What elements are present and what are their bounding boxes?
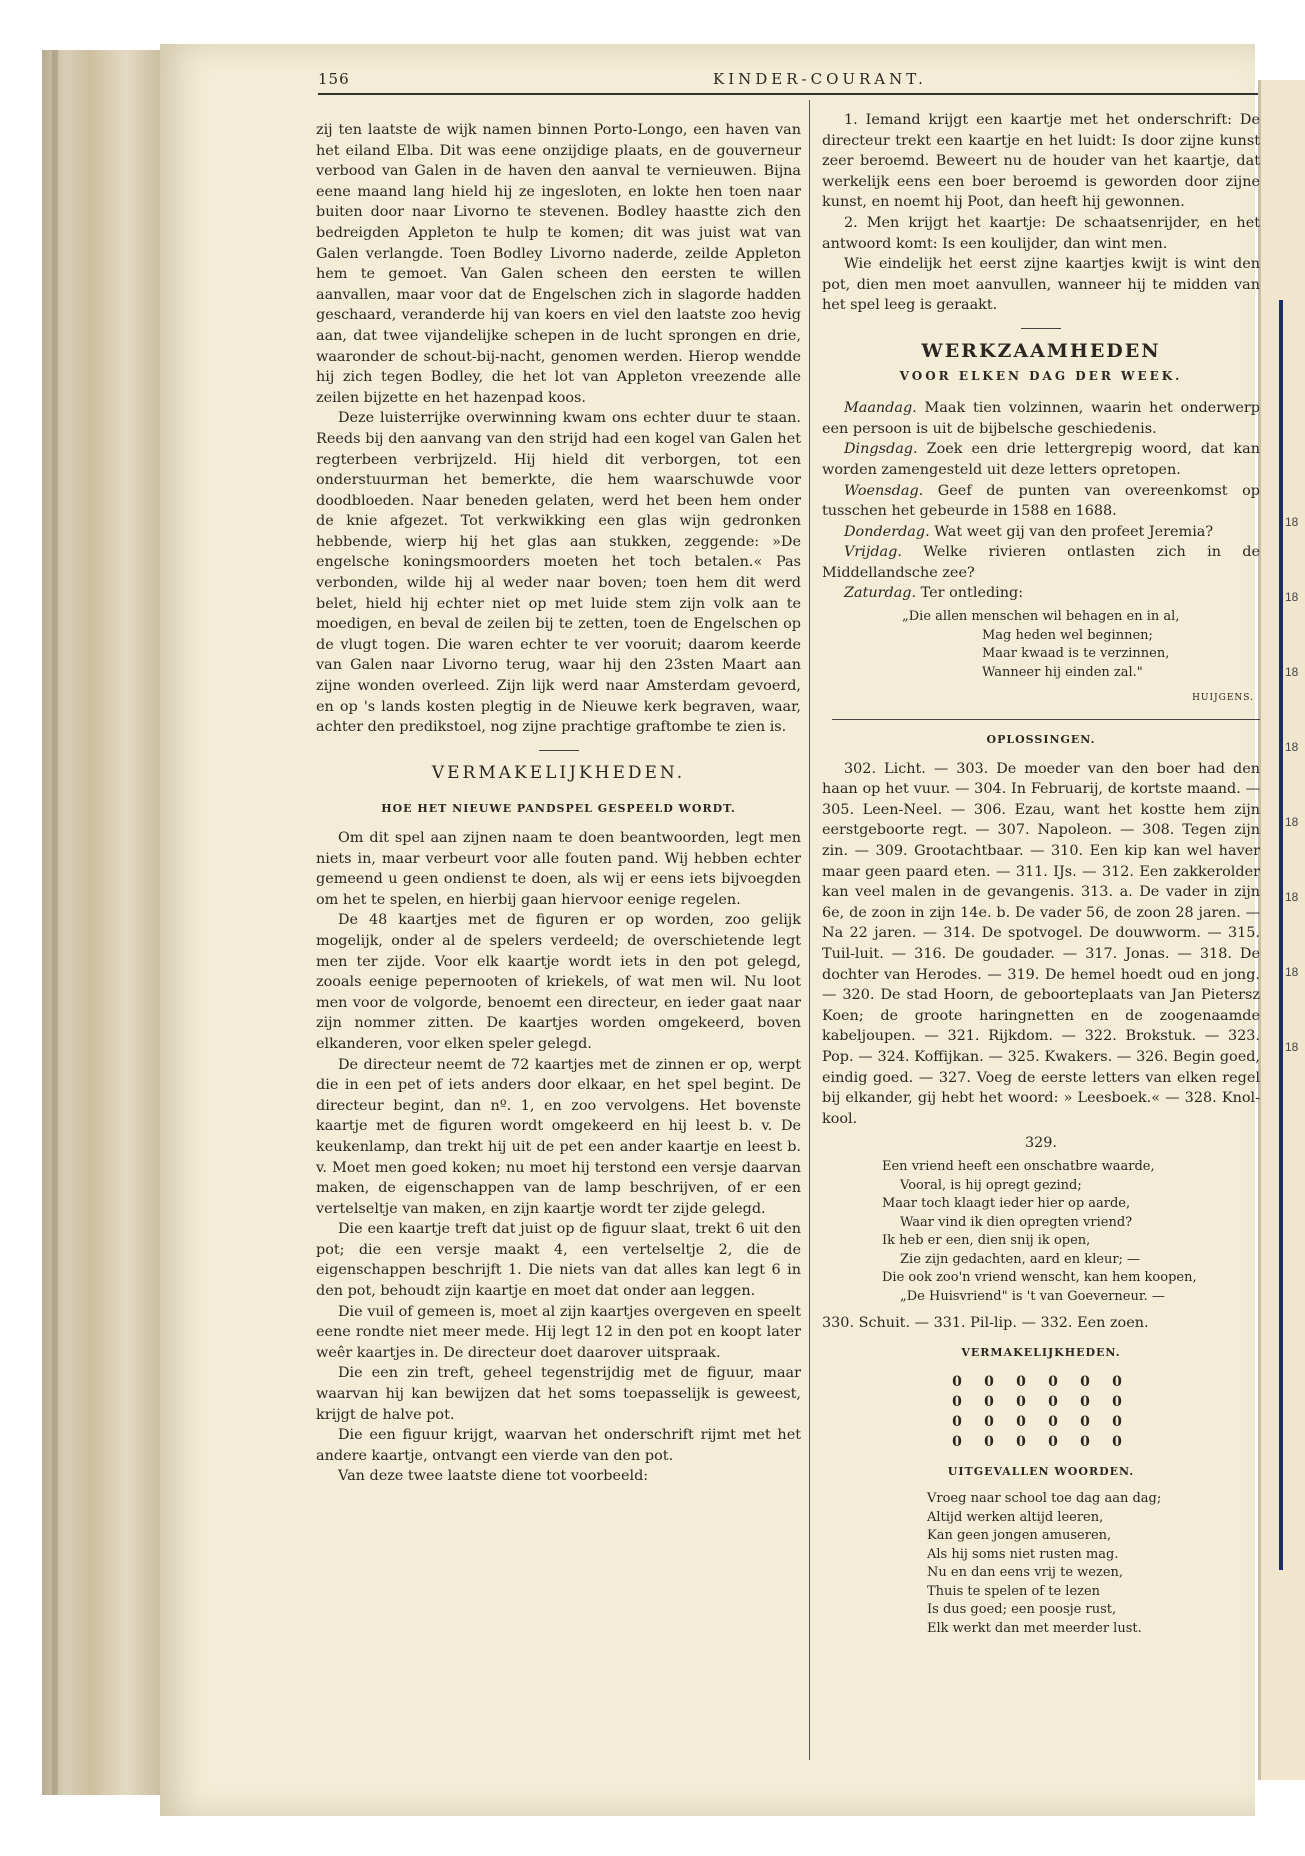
margin-mark: 18 <box>1285 515 1299 529</box>
day-label: Vrijdag. <box>844 544 902 561</box>
verse-signature: HUIJGENS. <box>1192 693 1254 704</box>
day-text: Maak tien volzinnen, waarin het onderwerp een persoon is uit de bijbelsche geschiedenis. <box>822 400 1261 437</box>
zero: 0 <box>984 1393 994 1410</box>
poem-line: Nu en dan eens vrij te wezen, <box>927 1565 1124 1581</box>
zero: 0 <box>1048 1413 1058 1430</box>
zero-row <box>941 1372 1141 1392</box>
zero: 0 <box>952 1433 962 1450</box>
zero-grid <box>941 1372 1141 1452</box>
poem-line: Waar vind ik dien opregten vriend? <box>900 1214 1133 1230</box>
zero: 0 <box>1048 1393 1058 1410</box>
paragraph: 1. Iemand krijgt een kaartje met het onderschrift: De directeur trekt een kaartje en het luidt: Is door zijne kunst zeer beroemd. Beweert nu de houder van het kaartje, dat werkelijk eens een boer beroemd is geworden door zijne kunst, en noemt hij Poot, dan heeft hij gewonnen. <box>822 112 1260 211</box>
day-task <box>822 522 1260 543</box>
uitgevallen-title: UITGEVALLEN WOORDEN. <box>947 1464 1135 1478</box>
paragraph: zij ten laatste de wijk namen binnen Porto-Longo, een haven van het eiland Elba. Dit was eene onzijdige plaats, en de gouverneur verbood van Galen in de haven den aanval te vernieuwen. Bijna eene maand lang hield hij ze ingesloten, en lokte hen toen naar buiten door naar Livorno te stevenen. Bodley haastte zich den bedreigden Appleton te hulp te komen; dit was juist wat van Galen verlangde. Toen Bodley Livorno naderde, zeilde Appleton hem te gemoet. Van Galen scheen den eersten te willen aanvallen, maar voor dat de Engelschen zich in slagorde hadden geschaard, veranderde hij van koers en viel den laatste zoo hevig aan, dat twee vijandelijke schepen in de lucht sprongen en drie, waaronder de schout-bij-nacht, genomen werden. Hierop wendde hij zich tegen Bodley, die het lot van Appleton vreezende alle zeilen bijzette en het hazenpad koos. <box>316 122 801 406</box>
poem-line: „De Huisvriend" is 't van Goeverneur. — <box>900 1289 1165 1305</box>
zero: 0 <box>1048 1373 1058 1390</box>
zero: 0 <box>1080 1393 1090 1410</box>
poem-line: Die ook zoo'n vriend wenscht, kan hem koopen, <box>882 1270 1197 1286</box>
verse-line: Wanneer hij einden zal." <box>982 664 1143 680</box>
column-divider <box>809 100 810 1760</box>
zero: 0 <box>1016 1393 1026 1410</box>
werkzaamheden-title: WERKZAAMHEDEN <box>921 339 1161 362</box>
paragraph: Deze luisterrijke overwinning kwam ons echter duur te staan. Reeds bij den aanvang van den strijd had een kogel van Galen het regterbeen verbrijzeld. Hij hield dit verborgen, tot een onderstuurman het bemerkte, die hem waarschuwde voor doodbloeden. Naar beneden gelaten, werd het been hem onder de knie afgezet. Tot verkwikking een glas wijn gedronken hebbende, wierp hij het glas aan stukken, zeggende: »De engelsche koningsmoorders moeten het toch betalen.« Pas verbonden, wilde hij al weder naar boven; toen hem dit werd belet, hield hij echter niet op met luide stem zijn volk aan te moedigen, en beval de zeilen bij te zetten, toen de Engelschen op de vlugt togen. Die waren echter te ver vooruit; daarom keerde van Galen naar Livorno terug, waar hij den 23sten Maart aan zijne wonden overleed. Zijn lijk werd naar Amsterdam gevoerd, en op 's lands kosten plegtig in de Nieuwe kerk begraven, waar, achter den predikstoel, nog zijne prachtige graftombe te zien is. <box>316 410 801 736</box>
margin-mark: 18 <box>1285 665 1299 679</box>
poem-line: Ik heb er een, dien snij ik open, <box>882 1233 1091 1249</box>
paragraph: 2. Men krijgt het kaartje: De schaatsenrijder, en het antwoord komt: Is een koulijder, dan wint men. <box>822 214 1260 252</box>
paragraph: De directeur neemt de 72 kaartjes met de zinnen er op, werpt die in een pet of iets anders door elkaar, en het spel begint. De directeur begint, dan nº. 1, en zoo vervolgens. Het bovenste kaartje met de figuren wordt omgekeerd en hij leest b. v. De keukenlamp, dan trekt hij uit de pet een ander kaartje en leest b. v. Moet men goed koken; nu moet hij terstond een versje daarvan maken, de eigenschappen van de lamp beschrijven, of er een vertelseltje van maken, en zijn kaartje wordt ter zijde gelegd. <box>316 1056 801 1217</box>
day-label: Zaturdag. <box>844 585 917 602</box>
paragraph: De 48 kaartjes met de figuren er op worden, zoo gelijk mogelijk, onder al de spelers verdeeld; de overschietende legt men ter zijde. Voor elk kaartje wordt iets in den pot gelegd, zooals eenige pepernooten of kriekels, of wat men wil. Nu loot men voor de volgorde, benoemt een directeur, en ieder gaat naar zijn nommer zitten. De kaartjes worden omgekeerd, boven elkanderen, voor elken speler gelegd. <box>316 912 801 1052</box>
poem-line: Als hij soms niet rusten mag. <box>927 1546 1119 1562</box>
margin-mark: 18 <box>1285 890 1299 904</box>
margin-mark: 18 <box>1285 740 1299 754</box>
ontleding-verse <box>902 608 1260 682</box>
zero-row <box>941 1412 1141 1432</box>
poem-line: Thuis te spelen of te lezen <box>927 1583 1101 1599</box>
zero: 0 <box>1080 1413 1090 1430</box>
day-task <box>822 398 1260 439</box>
section-divider <box>1021 328 1061 329</box>
day-text: Welke rivieren ontlasten zich in de Middellandsche zee? <box>822 544 1260 581</box>
zero-row <box>941 1392 1141 1412</box>
day-text: Ter ontleding: <box>920 585 1024 602</box>
section-title: VERMAKELIJKHEDEN. <box>431 762 686 783</box>
paragraph: Die een figuur krijgt, waarvan het onderschrift rijmt met het andere kaartje, ontvangt een vierde van den pot. <box>316 1427 801 1464</box>
journal-title: KINDER-COURANT. <box>713 70 927 88</box>
margin-mark: 18 <box>1285 965 1299 979</box>
zero: 0 <box>952 1373 962 1390</box>
section-subtitle: HOE HET NIEUWE PANDSPEL GESPEELD WORDT. <box>381 802 736 816</box>
verse-line: Maar kwaad is te verzinnen, <box>982 646 1170 662</box>
day-label: Dingsdag. <box>844 441 918 458</box>
right-column <box>822 110 1260 1638</box>
puzzle-number: 329. <box>1024 1135 1058 1152</box>
zero: 0 <box>1112 1373 1122 1390</box>
day-task <box>822 542 1260 583</box>
zero: 0 <box>1112 1433 1122 1450</box>
day-text: Zoek een drie lettergrepig woord, dat kan worden zamengesteld uit deze letters opretopen. <box>822 441 1260 478</box>
zero: 0 <box>1112 1393 1122 1410</box>
zero: 0 <box>1016 1413 1026 1430</box>
vermakelijkheden-title: VERMAKELIJKHEDEN. <box>961 1346 1121 1360</box>
margin-mark: 18 <box>1285 590 1299 604</box>
zero: 0 <box>984 1413 994 1430</box>
section-divider <box>539 750 579 751</box>
poem-line: Vooral, is hij opregt gezind; <box>900 1177 1082 1193</box>
zero: 0 <box>1016 1433 1026 1450</box>
zero: 0 <box>1048 1433 1058 1450</box>
section-rule <box>832 719 1260 720</box>
werkzaamheden-subtitle: VOOR ELKEN DAG DER WEEK. <box>899 368 1183 383</box>
zero: 0 <box>952 1413 962 1430</box>
day-text: Geef de punten van overeenkomst op tusschen het gebeurde in 1588 en 1688. <box>822 482 1261 520</box>
paragraph: Wie eindelijk het eerst zijne kaartjes kwijt is wint den pot, dien men moet aanvullen, wanneer hij te midden van het spel leeg is geraakt. <box>822 256 1260 314</box>
day-task <box>822 439 1260 480</box>
day-label: Maandag. <box>844 400 917 417</box>
paragraph: Die een kaartje treft dat juist op de figuur slaat, trekt 6 uit den pot; die een versje maakt 4, een vertelseltje 2, die de eigenschappen beschrijft 1. Die niets van dat alles kan legt 6 in den pot, behoudt zijn kaartje en moet dat onder aan leggen. <box>316 1221 801 1300</box>
margin-mark: 18 <box>1285 1040 1299 1054</box>
verse-line: Mag heden wel beginnen; <box>982 627 1153 643</box>
facing-page-border <box>1279 300 1283 1570</box>
paragraph: Die vuil of gemeen is, moet al zijn kaartjes overgeven en speelt eene rondte niet meer mede. Hij legt 12 in den pot en koopt later weêr kaartjes in. De directeur doet daarover uitspraak. <box>316 1303 801 1361</box>
paragraph: Van deze twee laatste diene tot voorbeeld: <box>338 1468 649 1485</box>
day-task <box>822 583 1260 604</box>
verse-line: „Die allen menschen wil behagen en in al, <box>902 609 1180 625</box>
paragraph: Die een zin treft, geheel tegenstrijdig met de figuur, maar waarvan hij kan bewijzen dat het soms toepasselijk is geweest, krijgt de halve pot. <box>316 1365 801 1423</box>
poem-line: Altijd werken altijd leeren, <box>927 1509 1104 1525</box>
uitgevallen-poem <box>927 1490 1260 1638</box>
zero: 0 <box>984 1433 994 1450</box>
day-label: Woensdag. <box>844 482 924 499</box>
header-rule <box>318 93 1258 95</box>
poem-line: Is dus goed; een poosje rust, <box>927 1602 1117 1618</box>
zero: 0 <box>1080 1373 1090 1390</box>
facing-page-edge <box>1258 80 1305 1780</box>
zero: 0 <box>1016 1373 1026 1390</box>
poem-line: Elk werkt dan met meerder lust. <box>927 1620 1142 1636</box>
poem-line: Zie zijn gedachten, aard en kleur; — <box>900 1251 1141 1267</box>
oplossingen-title: OPLOSSINGEN. <box>986 733 1096 747</box>
poem-line: Maar toch klaagt ieder hier op aarde, <box>882 1196 1131 1212</box>
zero: 0 <box>1112 1413 1122 1430</box>
poem-line: Een vriend heeft een onschatbre waarde, <box>882 1158 1155 1174</box>
answers-330: 330. Schuit. — 331. Pil-lip. — 332. Een zoen. <box>822 1314 1149 1331</box>
day-text: Wat weet gij van den profeet Jeremia? <box>934 523 1214 540</box>
paragraph: Om dit spel aan zijnen naam te doen beantwoorden, legt men niets in, maar verbeurt voor alle fouten pand. Wij hebben echter gemeend u geen ondienst te doen, als wij er eens iets bijvoegden om het te spelen, en hierbij gaan hiervoor eenige regelen. <box>316 830 801 908</box>
day-task <box>822 481 1260 522</box>
zero: 0 <box>984 1373 994 1390</box>
book-spine <box>42 50 162 1795</box>
poem-329 <box>882 1158 1260 1307</box>
oplossingen-text: 302. Licht. — 303. De moeder van den boer had den haan op het vuur. — 304. In Februarij, de kortste maand. — 305. Leen-Neel. — 306. Ezau, want het kostte hem zijn eerstgeboorte regt. — 307. Napoleon. — 308. Tegen zijn zin. — 309. Grootachtbaar. — 310. Een kip kan wel haver maar geen paard eten. — 311. IJs. — 312. Een zakkerolder kan veel malen in de gevangenis. 313. a. De vader in zijn 6e, de zoon in zijn 14e. b. De vader 56, de zoon 28 jaren. — Na 22 jaren. — 314. De spotvogel. De douwworm. — 315. Tuil-luit. — 316. De goudader. — 317. Jonas. — 318. De dochter van Herodes. — 319. De hemel hoedt oud en jong. — 320. De stad Hoorn, de geboorteplaats van Jan Pietersz Koen; de groote haringnetten en de zoogenaamde kabeljoupen. — 321. Rijkdom. — 322. Brokstuk. — 323. Pop. — 324. Koffijkan. — 325. Kwakers. — 326. Begin goed, eindig goed. — 327. Voeg de eerste letters van elken regel bij elkander, gij hebt het woord: » Leesboek.« — 328. Knol-kool. <box>822 760 1260 1127</box>
zero-row <box>941 1432 1141 1452</box>
poem-line: Kan geen jongen amuseren, <box>927 1528 1112 1544</box>
poem-line: Vroeg naar school toe dag aan dag; <box>927 1491 1162 1507</box>
day-label: Donderdag. <box>844 523 930 540</box>
zero: 0 <box>952 1393 962 1410</box>
zero: 0 <box>1080 1433 1090 1450</box>
page-number: 156 <box>318 70 350 88</box>
left-column <box>316 120 801 1487</box>
margin-mark: 18 <box>1285 815 1299 829</box>
